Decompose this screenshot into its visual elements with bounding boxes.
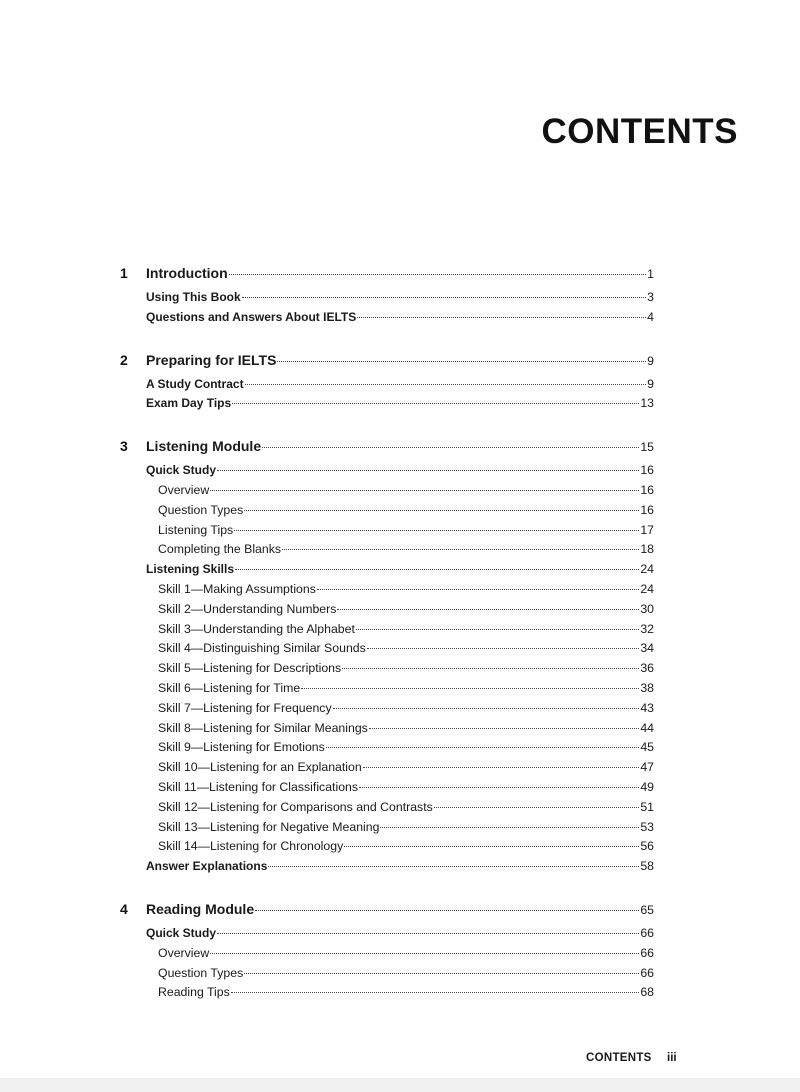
toc-entry[interactable]: [0, 721, 800, 741]
toc-entry-label: Skill 14—Listening for Chronology: [158, 839, 344, 854]
toc-entry[interactable]: [0, 396, 800, 416]
dot-leader: [234, 530, 639, 531]
toc-page-number: 32: [640, 621, 654, 636]
toc-entry-line: [146, 926, 654, 940]
toc-entry-label: A Study Contract: [146, 376, 244, 391]
toc-entry[interactable]: [0, 946, 800, 966]
toc-entry-line: [146, 377, 654, 391]
scan-edge: [0, 1078, 800, 1092]
toc-entry[interactable]: [0, 985, 800, 1005]
toc-entry-line: [146, 859, 654, 873]
toc-entry-line: [146, 901, 654, 917]
toc-entry-label: Question Types: [158, 502, 244, 517]
toc-entry-line: [158, 780, 654, 794]
toc-chapter-number: 1: [120, 265, 128, 281]
toc-entry[interactable]: [0, 290, 800, 310]
toc-entry-label: Skill 10—Listening for an Explanation: [158, 760, 362, 775]
dot-leader: [229, 274, 647, 275]
toc-page-number: 3: [647, 290, 654, 304]
dot-leader: [317, 589, 639, 590]
toc-entry-label: Skill 4—Distinguishing Similar Sounds: [158, 641, 366, 656]
toc-page-number: 13: [640, 396, 654, 411]
toc-entry-label: Introduction: [146, 265, 228, 281]
dot-leader: [301, 688, 639, 689]
dot-leader: [367, 648, 640, 649]
dot-leader: [333, 708, 640, 709]
dot-leader: [337, 609, 639, 610]
dot-leader: [217, 470, 639, 471]
toc-entry-label: Exam Day Tips: [146, 396, 232, 411]
footer-section-label: CONTENTS: [586, 1052, 652, 1064]
dot-leader: [244, 973, 639, 974]
toc-entry-label: Skill 12—Listening for Comparisons and Contrasts: [158, 799, 433, 814]
dot-leader: [363, 767, 640, 768]
toc-entry-line: [158, 523, 654, 537]
toc-entry-label: Overview: [158, 482, 210, 497]
dot-leader: [356, 629, 639, 630]
toc-entry-line: [146, 310, 654, 324]
footer-page-number: iii: [667, 1052, 677, 1064]
dot-leader: [277, 361, 646, 362]
toc-entry[interactable]: [0, 503, 800, 523]
toc-entry-line: [158, 483, 654, 497]
toc-page-number: 58: [640, 859, 654, 874]
toc-entry-label: Skill 2—Understanding Numbers: [158, 601, 337, 616]
toc-entry-line: [158, 760, 654, 774]
toc-entry-label: Quick Study: [146, 463, 217, 478]
toc-entry-label: Skill 1—Making Assumptions: [158, 581, 316, 596]
toc-chapter-entry[interactable]: [0, 265, 800, 286]
toc-page-number: 38: [640, 680, 654, 695]
toc-entry-label: Listening Module: [146, 438, 262, 455]
dot-leader: [359, 787, 639, 788]
toc-entry-line: [158, 946, 654, 960]
toc-entry-label: Completing the Blanks: [158, 542, 282, 557]
toc-entry-label: Skill 9—Listening for Emotions: [158, 740, 325, 755]
toc-page-number: 65: [640, 902, 654, 917]
dot-leader: [342, 668, 639, 669]
toc-entry[interactable]: [0, 641, 800, 661]
toc-entry-line: [158, 641, 654, 655]
toc-entry-line: [158, 503, 654, 517]
toc-page-number: 66: [640, 965, 654, 980]
toc-entry[interactable]: [0, 542, 800, 562]
toc-entry-label: Skill 3—Understanding the Alphabet: [158, 621, 355, 636]
dot-leader: [326, 747, 640, 748]
toc-entry-line: [158, 701, 654, 715]
toc-entry-line: [158, 820, 654, 834]
dot-leader: [210, 953, 639, 954]
dot-leader: [210, 490, 639, 491]
toc-entry-line: [146, 396, 654, 410]
toc-entry[interactable]: [0, 701, 800, 721]
toc-page-number: 49: [640, 779, 654, 794]
dot-leader: [231, 992, 640, 993]
toc-entry[interactable]: [0, 661, 800, 681]
toc-entry[interactable]: [0, 800, 800, 820]
toc-chapter-number: 4: [120, 900, 128, 917]
toc-entry-label: Reading Module: [146, 900, 255, 917]
dot-leader: [282, 549, 639, 550]
toc-entry[interactable]: [0, 859, 800, 879]
toc-page-number: 43: [640, 700, 654, 715]
toc-page-number: 34: [640, 641, 654, 656]
toc-entry-label: Answer Explanations: [146, 859, 268, 874]
toc-entry[interactable]: [0, 523, 800, 543]
toc-entry[interactable]: [0, 622, 800, 642]
toc-page-number: 56: [640, 839, 654, 854]
dot-leader: [232, 403, 639, 404]
toc-entry[interactable]: [0, 582, 800, 602]
toc-chapter-entry[interactable]: [0, 901, 800, 922]
toc-page-number: 9: [647, 376, 654, 391]
toc-entry-line: [158, 721, 654, 735]
dot-leader: [244, 510, 639, 511]
toc-page-number: 53: [640, 819, 654, 834]
toc-entry-line: [146, 352, 654, 368]
toc-chapter-number: 3: [120, 438, 128, 455]
toc-page-number: 9: [647, 353, 654, 368]
toc-entry-label: Skill 11—Listening for Classifications: [158, 779, 359, 794]
toc-entry-label: Skill 6—Listening for Time: [158, 680, 301, 695]
dot-leader: [344, 846, 639, 847]
toc-entry-line: [158, 800, 654, 814]
toc-entry-label: Using This Book: [146, 290, 241, 304]
toc-entry-line: [158, 661, 654, 675]
toc-entry-label: Overview: [158, 945, 210, 960]
toc-entry-line: [146, 265, 654, 281]
toc-page-number: 16: [640, 502, 654, 517]
toc-entry-line: [158, 602, 654, 616]
toc-entry-label: Reading Tips: [158, 985, 230, 1000]
toc-page-number: 16: [640, 482, 654, 497]
dot-leader: [242, 297, 646, 298]
toc-entry-line: [146, 562, 654, 576]
toc-entry-label: Skill 7—Listening for Frequency: [158, 700, 332, 715]
toc-page-number: 30: [640, 601, 654, 616]
toc-entry-line: [158, 839, 654, 853]
toc-entry[interactable]: [0, 463, 800, 483]
toc-entry-line: [146, 438, 654, 454]
toc-page-number: 36: [640, 661, 654, 676]
toc-page-number: 4: [647, 309, 654, 324]
toc-entry-line: [158, 582, 654, 596]
toc-entry-line: [158, 985, 654, 999]
dot-leader: [262, 447, 639, 448]
dot-leader: [255, 910, 639, 911]
toc-entry-label: Skill 13—Listening for Negative Meaning: [158, 819, 380, 834]
toc-entry-line: [158, 681, 654, 695]
toc-entry-line: [158, 622, 654, 636]
toc-entry-label: Listening Tips: [158, 522, 234, 537]
toc-entry[interactable]: [0, 966, 800, 986]
toc-entry[interactable]: [0, 839, 800, 859]
table-of-contents: [0, 265, 800, 1005]
toc-page-number: 18: [640, 542, 654, 557]
toc-entry[interactable]: [0, 820, 800, 840]
toc-entry[interactable]: [0, 602, 800, 622]
toc-entry-line: [158, 740, 654, 754]
toc-page-number: 44: [640, 720, 654, 735]
toc-page-number: 24: [640, 581, 654, 596]
toc-chapter-number: 2: [120, 351, 128, 368]
toc-entry[interactable]: [0, 310, 800, 330]
toc-entry-label: Skill 8—Listening for Similar Meanings: [158, 720, 368, 735]
toc-entry-label: Skill 5—Listening for Descriptions: [158, 661, 342, 676]
dot-leader: [369, 728, 639, 729]
toc-entry-line: [158, 966, 654, 980]
toc-page-number: 45: [640, 740, 654, 755]
toc-page-number: 16: [640, 463, 654, 478]
page-footer: [0, 1052, 800, 1072]
toc-entry-label: Quick Study: [146, 925, 217, 940]
toc-entry[interactable]: [0, 377, 800, 397]
toc-entry-line: [158, 542, 654, 556]
toc-page-number: 47: [640, 760, 654, 775]
toc-entry-line: [146, 463, 654, 477]
toc-entry[interactable]: [0, 681, 800, 701]
toc-entry[interactable]: [0, 740, 800, 760]
dot-leader: [245, 384, 647, 385]
toc-page-number: 1: [647, 267, 654, 281]
toc-entry-label: Preparing for IELTS: [146, 351, 277, 368]
toc-page-number: 15: [640, 440, 654, 455]
dot-leader: [217, 933, 639, 934]
toc-entry-label: Question Types: [158, 965, 244, 980]
toc-chapter-entry[interactable]: [0, 352, 800, 373]
toc-page-number: 17: [640, 522, 654, 537]
toc-page-number: 66: [640, 925, 654, 940]
toc-entry[interactable]: [0, 926, 800, 946]
dot-leader: [235, 569, 639, 570]
dot-leader: [268, 866, 639, 867]
toc-entry-label: Questions and Answers About IELTS: [146, 309, 357, 324]
dot-leader: [434, 807, 640, 808]
dot-leader: [380, 827, 639, 828]
toc-entry[interactable]: [0, 760, 800, 780]
toc-entry-label: Listening Skills: [146, 562, 235, 577]
toc-entry[interactable]: [0, 780, 800, 800]
dot-leader: [357, 317, 646, 318]
page-title: CONTENTS: [541, 112, 738, 151]
toc-entry[interactable]: [0, 562, 800, 582]
toc-chapter-entry[interactable]: [0, 438, 800, 459]
toc-page-number: 51: [640, 799, 654, 814]
toc-entry-line: [146, 290, 654, 304]
toc-entry[interactable]: [0, 483, 800, 503]
toc-page-number: 24: [640, 562, 654, 577]
toc-page-number: 68: [640, 985, 654, 1000]
toc-page-number: 66: [640, 945, 654, 960]
